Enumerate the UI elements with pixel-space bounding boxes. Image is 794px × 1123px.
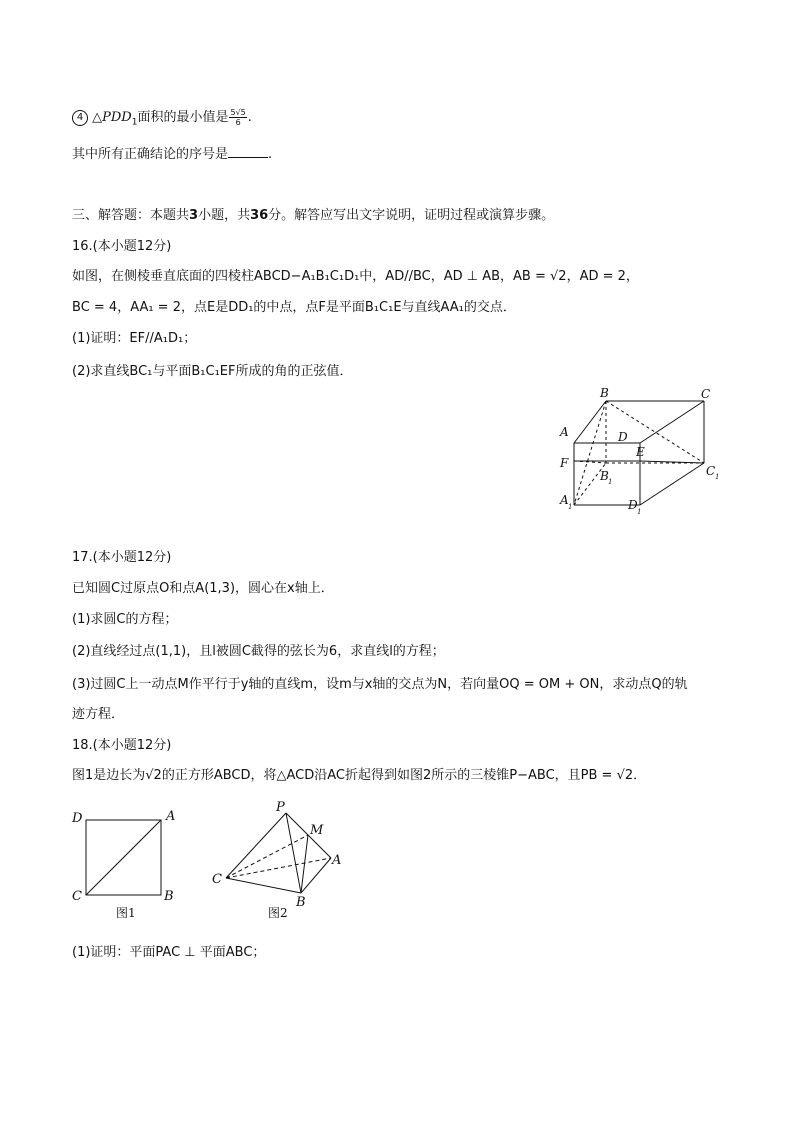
q17-part2: (2)直线经过点(1,1)，且l被圆C截得的弦长为6，求直线l的方程； <box>72 644 445 659</box>
q16-header: 16.(本小题12分) <box>72 239 172 254</box>
square-figure-1 <box>66 802 186 902</box>
label-B1: B <box>600 469 609 483</box>
label-C1: C <box>706 464 716 478</box>
q17-part3-cont: 迹方程． <box>72 707 125 722</box>
label-A: A <box>166 809 176 824</box>
figure-1-caption: 图1 <box>116 906 136 920</box>
label-A: A <box>560 425 569 439</box>
svg-text:1: 1 <box>715 473 720 481</box>
label-F: F <box>560 456 569 470</box>
answer-blank <box>228 145 268 158</box>
svg-text:1: 1 <box>637 508 642 516</box>
svg-text:1: 1 <box>568 503 573 511</box>
q16-part2: (2)求直线BC₁与平面B₁C₁EF所成的角的正弦值． <box>72 364 353 379</box>
figure-2-caption: 图2 <box>268 906 288 920</box>
prism-figure <box>550 383 730 518</box>
label-E: E <box>636 445 645 459</box>
item-number-circle: 4 <box>72 110 88 126</box>
q16-line1: 如图，在侧棱垂直底面的四棱柱ABCD−A₁B₁C₁D₁中，AD//BC，AD ⊥ AB，AB = √2，AD = 2， <box>72 269 639 284</box>
label-P: P <box>276 800 285 815</box>
label-C: C <box>212 872 222 887</box>
q18-line1: 图1是边长为√2的正方形ABCD，将△ACD沿AC折起得到如图2所示的三棱锥P−ABC，且PB = √2． <box>72 768 647 783</box>
svg-text:1: 1 <box>608 478 613 486</box>
label-A: A <box>332 853 342 868</box>
q17-part1: (1)求圆C的方程； <box>72 612 178 627</box>
q17-line1: 已知圆C过原点O和点A(1,3)，圆心在x轴上． <box>72 581 334 596</box>
label-A1: A <box>560 493 569 507</box>
label-C: C <box>72 889 82 902</box>
label-D1: D <box>628 498 638 512</box>
q18-part1: (1)证明：平面PAC ⊥ 平面ABC； <box>72 945 266 960</box>
q15-item-4: 4 $\triangle PDD_1$面积的最小值是 $\frac{5√5}{6}$ . <box>72 108 252 132</box>
q16-line2: BC = 4，AA₁ = 2，点E是DD₁的中点，点F是平面B₁C₁E与直线AA₁的交点． <box>72 300 516 315</box>
fraction: $\frac{5√5}{6}$ <box>230 108 246 127</box>
q17-header: 17.(本小题12分) <box>72 550 172 565</box>
section-3-heading: 三、解答题：本题共3小题，共36分。解答应写出文字说明，证明过程或演算步骤。 <box>72 208 555 223</box>
q15-answer-line: 其中所有正确结论的序号是 . <box>72 147 273 162</box>
q16-part1: (1)证明：EF//A₁D₁； <box>72 331 197 346</box>
label-B: B <box>164 889 174 902</box>
label-B: B <box>296 895 306 908</box>
label-C: C <box>701 387 711 401</box>
label-D: D <box>618 430 628 444</box>
pyramid-figure-2 <box>206 798 356 908</box>
label-M: M <box>310 823 324 838</box>
q17-part3: (3)过圆C上一动点M作平行于y轴的直线m，设m与x轴的交点为N，若向量OQ = OM + ON，求动点Q的轨 <box>72 677 688 692</box>
label-D: D <box>72 811 83 826</box>
q18-header: 18.(本小题12分) <box>72 738 172 753</box>
label-B: B <box>600 386 609 400</box>
